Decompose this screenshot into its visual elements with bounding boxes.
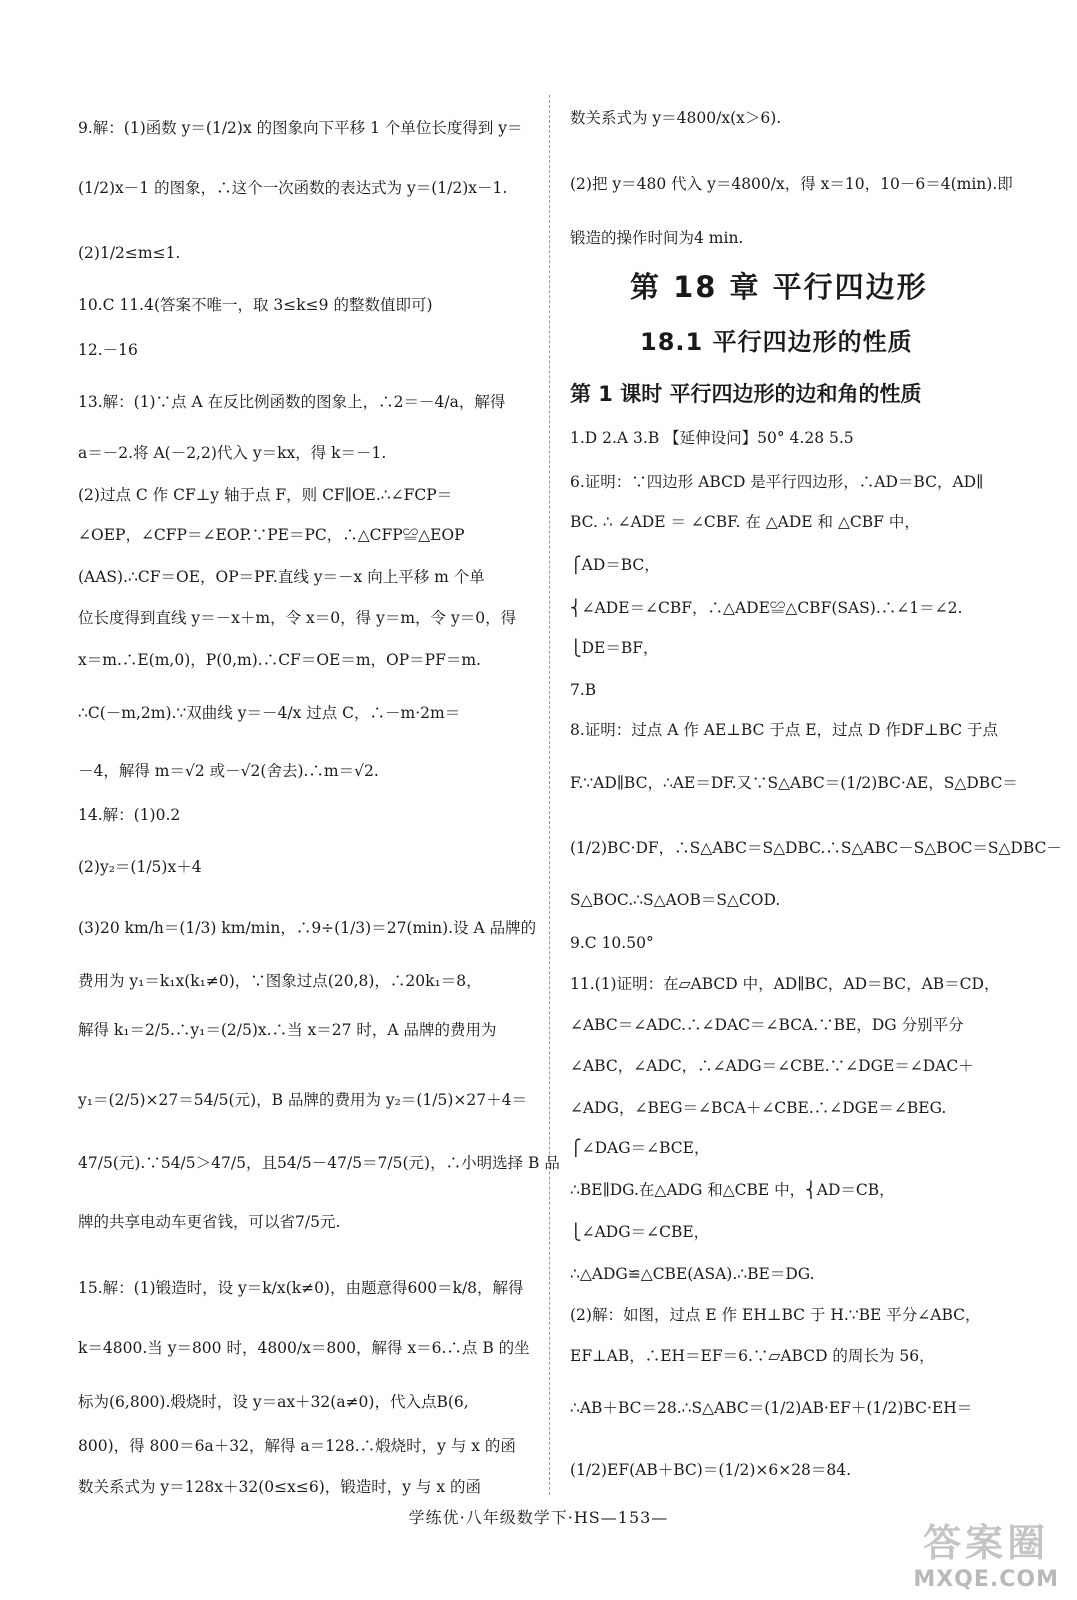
text-line: 1.D 2.A 3.B 【延伸设问】50° 4.28 5.5 [570, 429, 854, 447]
text-line: ∴BE∥DG.在△ADG 和△CBE 中，⎨AD＝CB， [570, 1181, 895, 1199]
chapter-title: 第 18 章 平行四边形 [630, 270, 928, 304]
text-line: 9.解：(1)函数 y＝(1/2)x 的图象向下平移 1 个单位长度得到 y＝ [78, 119, 523, 137]
text-line: ∴△ADG≌△CBE(ASA).∴BE＝DG. [570, 1265, 815, 1283]
text-line: 13.解：(1)∵点 A 在反比例函数的图象上，∴2＝－4/a，解得 [78, 393, 506, 411]
lesson-title: 第 1 课时 平行四边形的边和角的性质 [570, 382, 922, 406]
text-line: (3)20 km/h＝(1/3) km/min，∴9÷(1/3)＝27(min).设 A 品牌的 [78, 919, 537, 937]
text-line: 标为(6,800).煅烧时，设 y＝ax＋32(a≠0)，代入点B(6, [78, 1393, 469, 1411]
text-line: k＝4800.当 y＝800 时，4800/x＝800，解得 x＝6.∴点 B 的坐 [78, 1339, 530, 1357]
text-line: 11.(1)证明：在▱ABCD 中，AD∥BC，AD＝BC，AB＝CD， [570, 975, 1000, 993]
section-title: 18.1 平行四边形的性质 [640, 328, 913, 356]
text-line: (1/2)x－1 的图象，∴这个一次函数的表达式为 y＝(1/2)x－1. [78, 179, 508, 197]
text-line: 12.－16 [78, 341, 138, 359]
text-line: 6.证明：∵四边形 ABCD 是平行四边形，∴AD＝BC，AD∥ [570, 473, 984, 491]
text-line: S△BOC.∴S△AOB＝S△COD. [570, 891, 781, 909]
text-line: ∠ABC＝∠ADC.∴∠DAC＝∠BCA.∵BE，DG 分别平分 [570, 1016, 964, 1034]
text-line: BC. ∴ ∠ADE ＝ ∠CBF. 在 △ADE 和 △CBF 中， [570, 513, 920, 531]
text-line: (2)1/2≤m≤1. [78, 244, 181, 262]
text-line: ∠OEP，∠CFP＝∠EOP.∵PE＝PC，∴△CFP≌△EOP [78, 526, 465, 544]
text-line: 15.解：(1)锻造时，设 y＝k/x(k≠0)，由题意得600＝k/8，解得 [78, 1279, 524, 1297]
text-line: 解得 k₁＝2/5.∴y₁＝(2/5)x.∴当 x＝27 时，A 品牌的费用为 [78, 1021, 497, 1039]
text-line: (2)过点 C 作 CF⊥y 轴于点 F，则 CF∥OE.∴∠FCP＝ [78, 486, 453, 504]
watermark-glyphs: 答案圈 [923, 1521, 1050, 1565]
text-line: (2)把 y＝480 代入 y＝4800/x，得 x＝10，10－6＝4(min).即 [570, 175, 1013, 193]
text-line: ⎩DE＝BF， [570, 639, 659, 657]
watermark [913, 1512, 1059, 1592]
text-line: 47/5(元).∵54/5＞47/5，且54/5－47/5＝7/5(元)，∴小明选择 B 品 [78, 1154, 560, 1172]
text-line: (AAS).∴CF＝OE，OP＝PF.直线 y＝－x 向上平移 m 个单 [78, 568, 485, 586]
text-line: ∠ABC，∠ADC，∴∠ADG＝∠CBE.∵∠DGE＝∠DAC＋ [570, 1057, 974, 1075]
text-line: 8.证明：过点 A 作 AE⊥BC 于点 E，过点 D 作DF⊥BC 于点 [570, 721, 999, 739]
text-line: 位长度得到直线 y＝－x＋m，令 x＝0，得 y＝m，令 y＝0，得 [78, 609, 517, 627]
page-footer: 学练优·八年级数学下·HS—153— [408, 1508, 669, 1527]
text-line: ∠ADG，∠BEG＝∠BCA＋∠CBE.∴∠DGE＝∠BEG. [570, 1099, 947, 1117]
text-line: ⎧∠DAG＝∠BCE， [570, 1139, 710, 1157]
text-line: ∴AB＋BC＝28.∴S△ABC＝(1/2)AB·EF＋(1/2)BC·EH＝ [570, 1399, 973, 1417]
text-line: 800)，得 800＝6a＋32，解得 a＝128.∴煅烧时，y 与 x 的函 [78, 1437, 516, 1455]
text-line: (1/2)BC·DF，∴S△ABC＝S△DBC.∴S△ABC－S△BOC＝S△DBC－ [570, 839, 1062, 857]
text-line: EF⊥AB，∴EH＝EF＝6.∵▱ABCD 的周长为 56， [570, 1347, 935, 1365]
text-line: ⎩∠ADG＝∠CBE， [570, 1223, 710, 1241]
text-line: 7.B [570, 681, 597, 699]
text-line: F.∵AD∥BC，∴AE＝DF.又∵S△ABC＝(1/2)BC·AE，S△DBC＝ [570, 774, 1018, 792]
text-line: －4，解得 m＝√2 或－√2(舍去).∴m＝√2. [78, 762, 379, 780]
text-line: y₁＝(2/5)×27＝54/5(元)，B 品牌的费用为 y₂＝(1/5)×27＋4＝ [78, 1091, 527, 1109]
text-line: a＝－2.将 A(－2,2)代入 y＝kx，得 k＝－1. [78, 444, 387, 462]
text-line: 锻造的操作时间为4 min. [570, 229, 744, 247]
text-line: 数关系式为 y＝128x＋32(0≤x≤6)，锻造时，y 与 x 的函 [78, 1478, 482, 1496]
text-line: (2)y₂＝(1/5)x＋4 [78, 858, 202, 876]
text-line: ⎧AD＝BC， [570, 556, 660, 574]
text-line: 9.C 10.50° [570, 934, 654, 952]
text-line: 数关系式为 y＝4800/x(x＞6). [570, 109, 782, 127]
text-line: 费用为 y₁＝k₁x(k₁≠0)，∵图象过点(20,8)，∴20k₁＝8， [78, 972, 482, 990]
text-line: (1/2)EF(AB＋BC)＝(1/2)×6×28＝84. [570, 1461, 852, 1479]
text-line: (2)解：如图，过点 E 作 EH⊥BC 于 H.∵BE 平分∠ABC， [570, 1306, 981, 1324]
text-line: ∴C(－m,2m).∵双曲线 y＝－4/x 过点 C，∴－m·2m＝ [78, 704, 461, 722]
text-line: ⎨∠ADE＝∠CBF，∴△ADE≌△CBF(SAS).∴∠1＝∠2. [570, 599, 963, 617]
column-divider [549, 95, 550, 1495]
text-line: 牌的共享电动车更省钱，可以省7/5元. [78, 1213, 341, 1231]
text-line: 14.解：(1)0.2 [78, 806, 181, 824]
text-line: 10.C 11.4(答案不唯一，取 3≤k≤9 的整数值即可) [78, 296, 433, 314]
watermark-domain: MXQE.COM [913, 1567, 1059, 1592]
text-line: x＝m.∴E(m,0)，P(0,m).∴CF＝OE＝m，OP＝PF＝m. [78, 651, 481, 669]
